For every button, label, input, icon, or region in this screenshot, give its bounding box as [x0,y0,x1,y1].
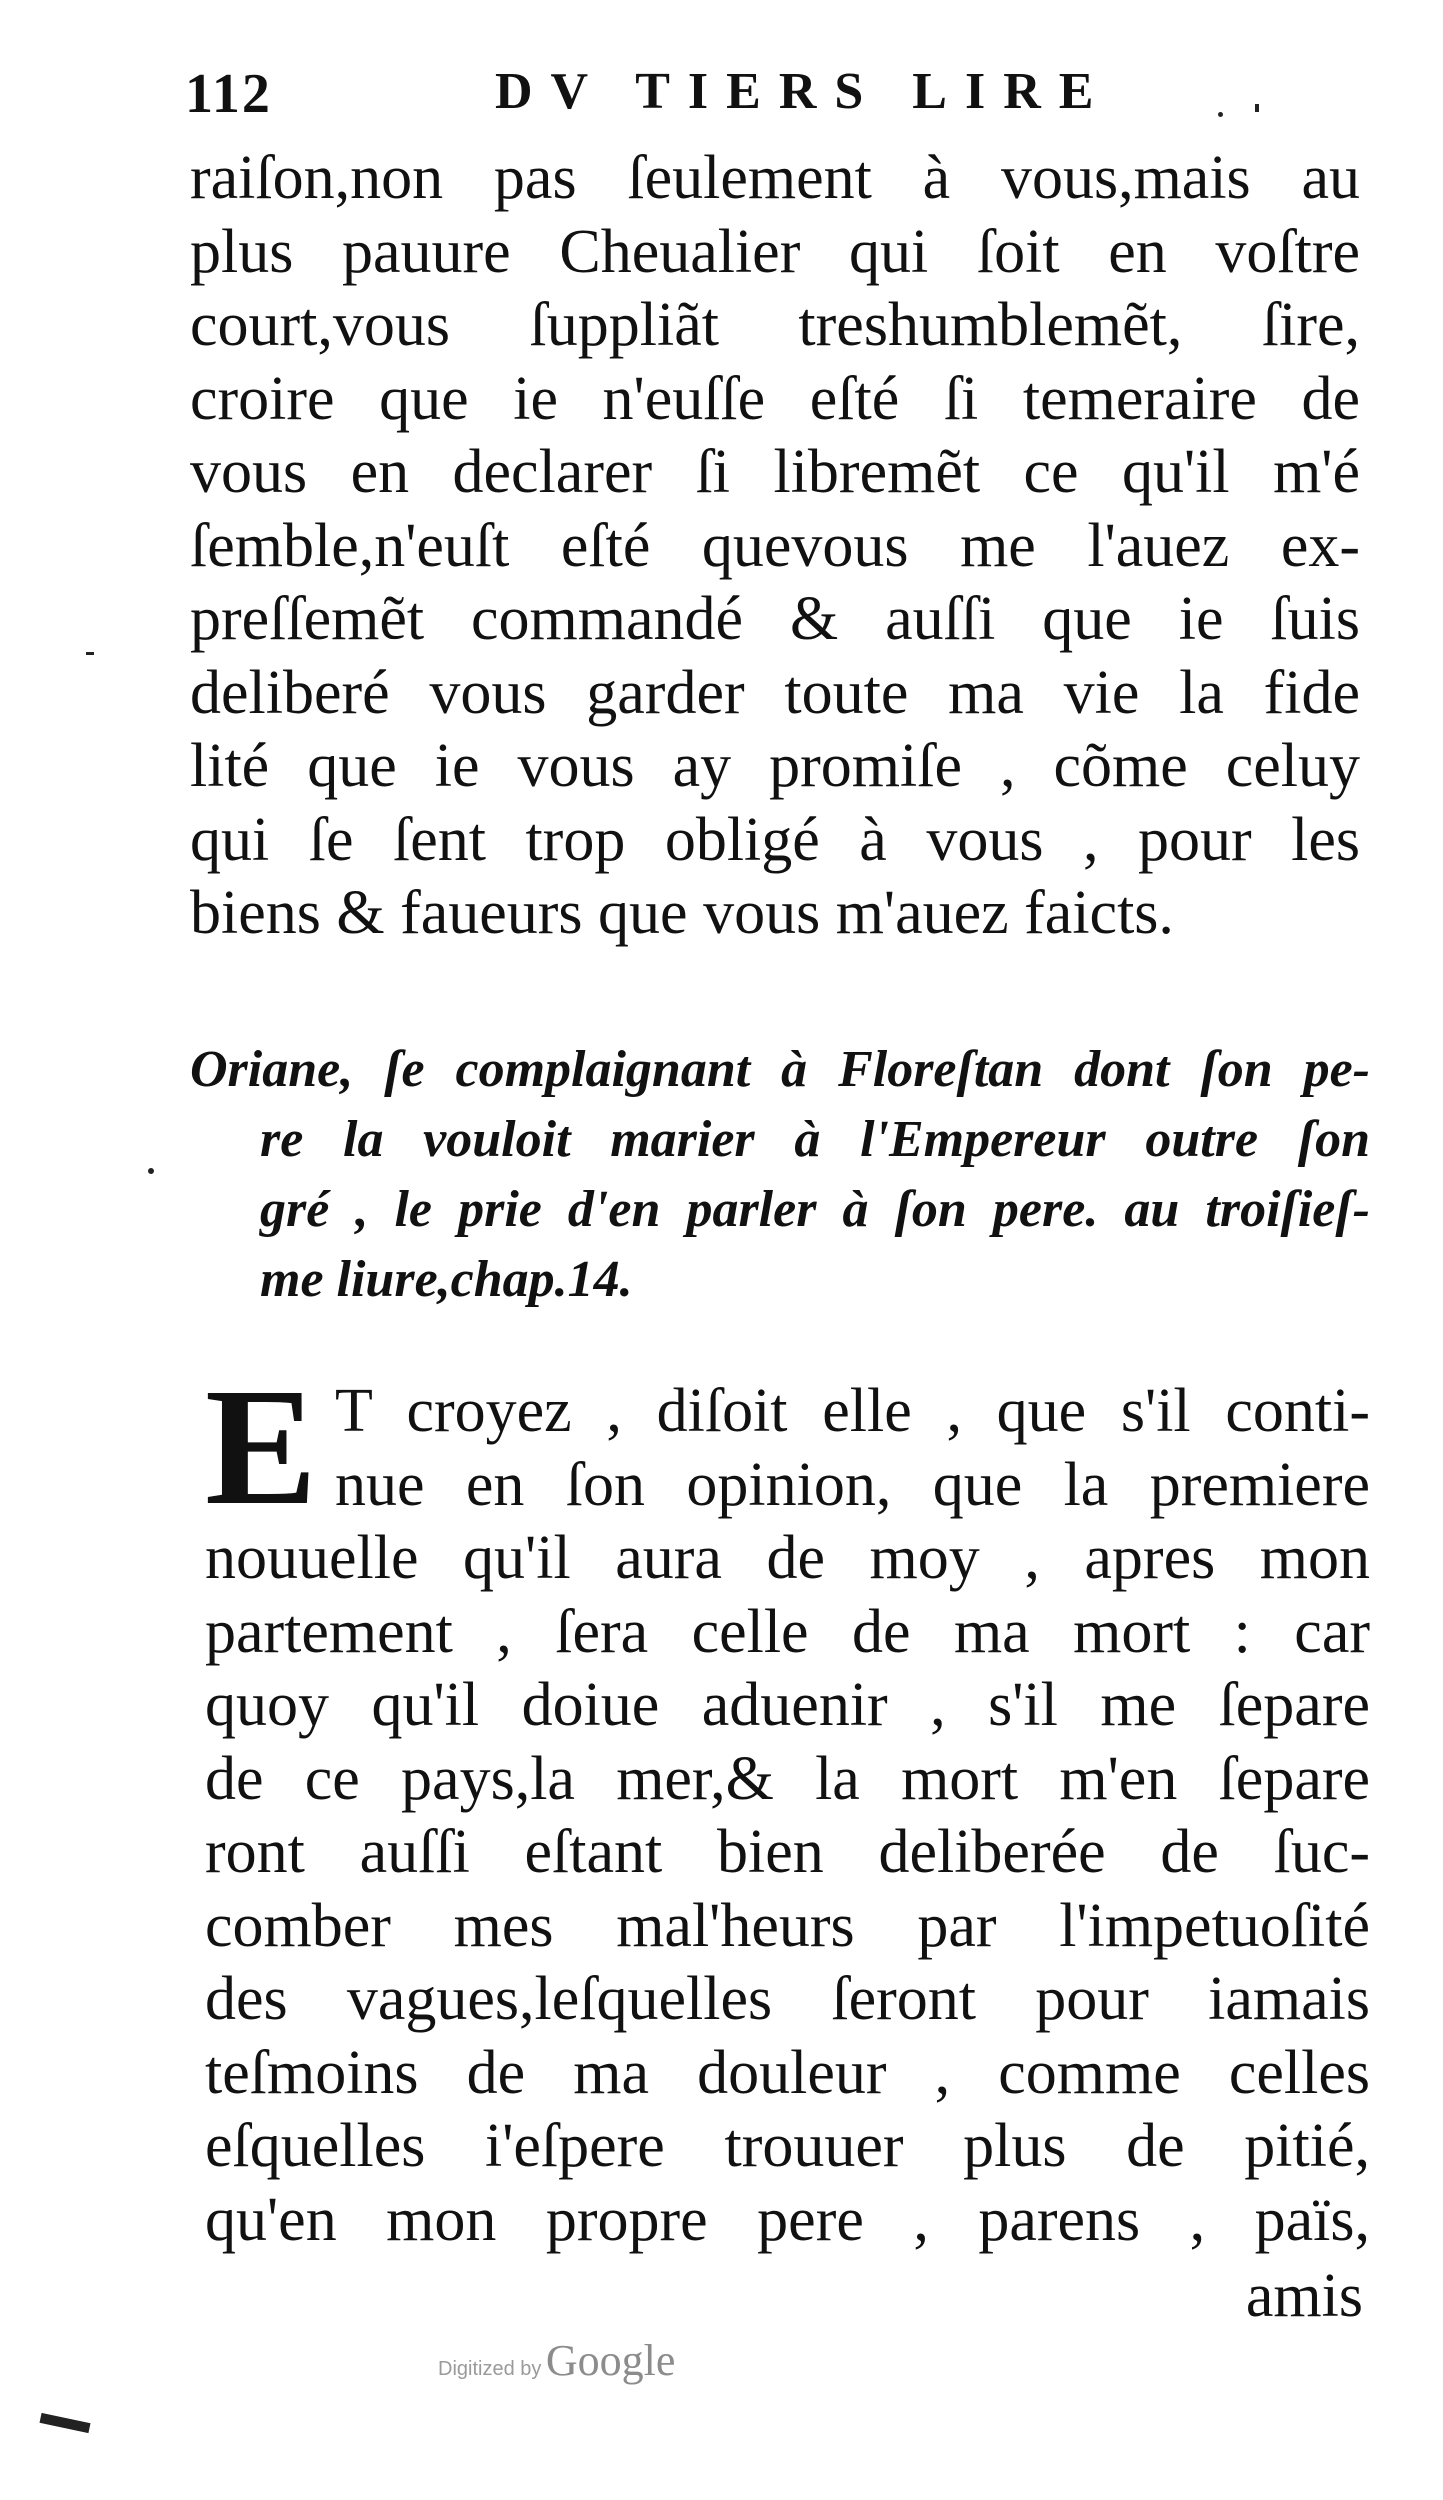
text-line: qui ſe ſent trop obligé à vous , pour les [190,805,1360,874]
page-number: 112 [185,63,272,125]
running-head: DV TIERS LIRE [495,63,1112,120]
watermark-prefix: Digitized by [438,2358,542,2380]
text-line: nouuelle qu'il aura de moy , apres mon [205,1524,1370,1592]
watermark-brand: Google [545,2336,676,2385]
text-line: ſemble,n'euſt eſté quevous me l'auez ex- [190,511,1360,580]
text-line: T croyez , diſoit elle , que s'il conti- [335,1377,1370,1445]
text-line: partement , ſera celle de ma mort : car [205,1597,1370,1666]
drop-cap: E [205,1354,318,1540]
text-line: de ce pays,la mer,& la mort m'en ſepare [205,1744,1370,1813]
text-line: quoy qu'il doiue aduenir , s'il me ſepare [205,1671,1370,1739]
text-line: ront auſſi eſtant bien deliberée de ſuc- [205,1818,1370,1886]
page-header [185,62,1285,132]
digitization-watermark [438,2335,675,2386]
text-line: lité que ie vous ay promiſe , cõme celuy [190,732,1360,800]
margin-mark [1255,104,1259,112]
margin-mark [40,2413,91,2433]
margin-mark [86,652,94,655]
rubric-line: me liure,chap.14. [260,1251,633,1308]
text-line: nue en ſon opinion, que la premiere [335,1450,1370,1519]
text-line: eſquelles i'eſpere trouuer plus de pitié, [205,2112,1370,2180]
text-line: raiſon,non pas ſeulement à vous,mais au [190,144,1360,212]
text-line: croire que ie n'euſſe eſté ſi temeraire de [190,364,1360,433]
text-line: deliberé vous garder toute ma vie la fide [190,658,1360,727]
text-line: teſmoins de ma douleur , comme celles [205,2038,1370,2107]
text-line: des vagues,leſquelles ſeront pour iamais [205,1965,1370,2033]
text-line: qu'en mon propre pere , parens , païs, [205,2185,1370,2254]
rubric-line: re la vouloit marier à l'Empereur outre ſon [260,1111,1370,1168]
text-line: preſſemẽt commandé & auſſi que ie ſuis [190,585,1360,653]
text-line: biens & faueurs que vous m'auez faicts. [190,879,1174,947]
text-line: comber mes mal'heurs par l'impetuoſité [205,1891,1370,1960]
margin-mark [148,1168,154,1174]
text-line: court,vous ſuppliãt treshumblemẽt, ſire, [190,291,1360,359]
text-line: vous en declarer ſi libremẽt ce qu'il m'é [190,438,1360,506]
rubric-line: Oriane, ſe complaignant à Floreſtan dont ſon pe- [190,1041,1370,1098]
paragraph-1 [190,142,1360,951]
rubric-line: gré , le prie d'en parler à ſon pere. au troiſieſ- [260,1181,1370,1238]
paragraph-2 [205,1354,1370,2257]
text-line: plus pauure Cheualier qui ſoit en voſtre [190,217,1360,286]
chapter-rubric [190,1035,1370,1315]
catchword: amis [1245,2262,1363,2330]
margin-mark [1218,112,1223,117]
